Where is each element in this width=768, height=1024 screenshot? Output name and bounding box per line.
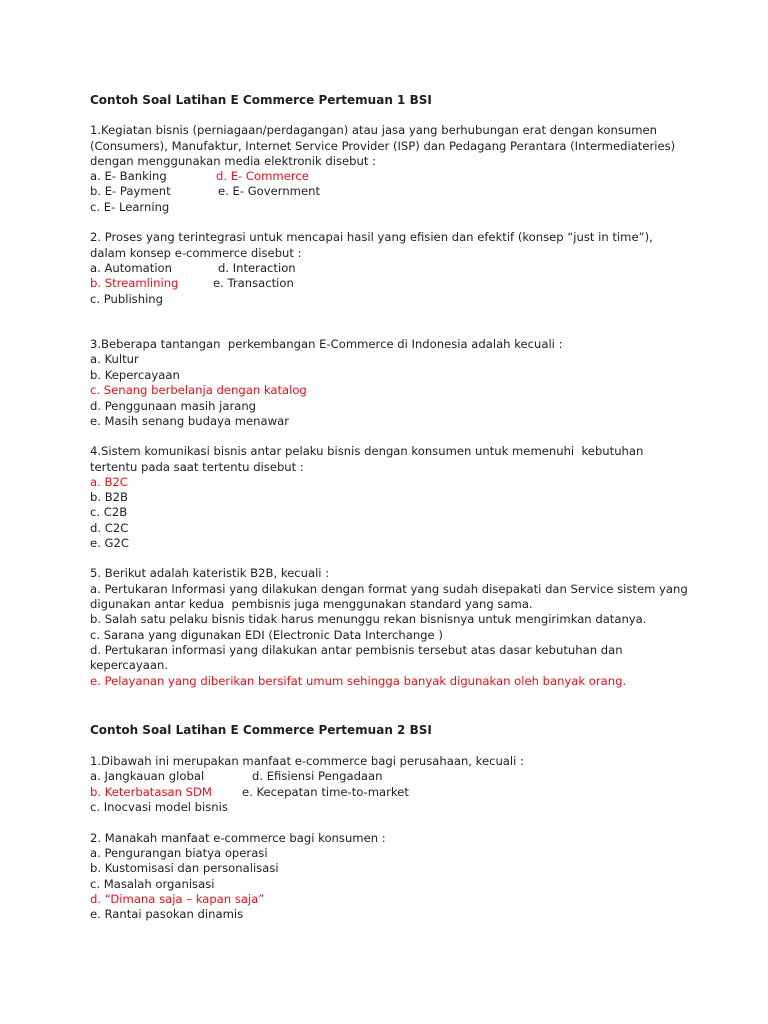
s1-q3-option-d: d. Penggunaan masih jarang	[90, 398, 257, 413]
s1-q2-text-1: 2. Proses yang terintegrasi untuk mencapai hasil yang efisien dan efektif (konsep “just in time”),	[90, 230, 653, 244]
s1-q4-text-1: 4.Sistem komunikasi bisnis antar pelaku bisnis dengan konsumen untuk memenuhi kebutuhan	[90, 444, 644, 458]
s1-q5-option-b: b. Salah satu pelaku bisnis tidak harus menunggu rekan bisnisnya untuk mengirimkan datanya.	[90, 612, 647, 626]
s2-q2-text-1: 2. Manakah manfaat e-commerce bagi konsumen :	[90, 830, 386, 845]
s1-q3-option-e: e. Masih senang budaya menawar	[90, 414, 289, 428]
s1-q4-text-2: tertentu pada saat tertentu disebut :	[90, 459, 304, 474]
s1-q3-option-c-answer: c. Senang berbelanja dengan katalog	[90, 383, 307, 397]
s1-q3-text-1: 3.Beberapa tantangan perkembangan E-Commerce di Indonesia adalah kecuali :	[90, 337, 563, 351]
s1-q2-option-e: e. Transaction	[213, 276, 294, 290]
s1-q1-text-3: dengan menggunakan media elektronik disebut :	[90, 154, 376, 168]
s1-q2-option-a: a. Automation	[90, 261, 172, 275]
s1-q1-text-2: (Consumers), Manufaktur, Internet Service Provider (ISP) dan Pedagang Perantara (Intermediateries)	[90, 138, 676, 153]
s1-q1-option-a: a. E- Banking	[90, 169, 167, 183]
s1-q2-option-b-answer: b. Streamlining	[90, 276, 179, 290]
s2-q1-option-b-answer: b. Keterbatasan SDM	[90, 785, 212, 799]
s2-q1-option-d: d. Efisiensi Pengadaan	[252, 769, 383, 783]
s1-q1-option-d-answer: d. E- Commerce	[216, 169, 309, 183]
s1-q3-option-a: a. Kultur	[90, 352, 139, 366]
s1-q4-option-d: d. C2C	[90, 520, 129, 535]
s1-q4-option-b: b. B2B	[90, 490, 129, 504]
s1-q5-option-c: c. Sarana yang digunakan EDI (Electronic Data Interchange )	[90, 627, 443, 642]
s2-q2-option-d-answer: d. “Dimana saja – kapan saja”	[90, 892, 265, 906]
s1-q2-option-d: d. Interaction	[218, 261, 296, 275]
s1-q4-option-e: e. G2C	[90, 536, 129, 550]
s1-q4-option-c: c. C2B	[90, 505, 128, 519]
s2-q2-option-b: b. Kustomisasi dan personalisasi	[90, 861, 279, 875]
s1-q1-option-b: b. E- Payment	[90, 184, 171, 198]
s1-q5-option-d-1: d. Pertukaran informasi yang dilakukan antar pembisnis tersebut atas dasar kebutuhan dan	[90, 643, 623, 657]
s1-q1-text-1: 1.Kegiatan bisnis (perniagaan/perdagangan) atau jasa yang berhubungan erat dengan konsumen	[90, 123, 658, 137]
s1-q5-option-e-answer: e. Pelayanan yang diberikan bersifat umum sehingga banyak digunakan oleh banyak orang.	[90, 673, 627, 688]
section-1-title: Contoh Soal Latihan E Commerce Pertemuan 1 BSI	[90, 93, 432, 107]
s1-q4-option-a-answer: a. B2C	[90, 474, 128, 489]
s1-q1-option-c: c. E- Learning	[90, 200, 170, 214]
s2-q1-option-e: e. Kecepatan time-to-market	[242, 785, 409, 799]
s1-q2-option-c: c. Publishing	[90, 291, 163, 306]
s2-q1-option-c: c. Inocvasi model bisnis	[90, 800, 228, 814]
s1-q5-option-a-2: digunakan antar kedua pembisnis juga menggunakan standard yang sama.	[90, 597, 533, 611]
s2-q2-option-c: c. Masalah organisasi	[90, 876, 215, 891]
section-2-title: Contoh Soal Latihan E Commerce Pertemuan 2 BSI	[90, 723, 432, 737]
s2-q2-option-a: a. Pengurangan biatya operasi	[90, 846, 268, 860]
s1-q2-text-2: dalam konsep e-commerce disebut :	[90, 245, 302, 260]
s2-q1-option-a: a. Jangkauan global	[90, 769, 205, 783]
s1-q5-option-a-1: a. Pertukaran Informasi yang dilakukan dengan format yang sudah disepakati dan Service sistem yang	[90, 581, 688, 596]
s2-q2-option-e: e. Rantai pasokan dinamis	[90, 907, 244, 921]
s1-q3-option-b: b. Kepercayaan	[90, 367, 180, 382]
s1-q5-text-1: 5. Berikut adalah kateristik B2B, kecuali :	[90, 566, 330, 580]
s2-q1-text-1: 1.Dibawah ini merupakan manfaat e-commerce bagi perusahaan, kecuali :	[90, 754, 524, 768]
s1-q5-option-d-2: kepercayaan.	[90, 658, 169, 672]
s1-q1-option-e: e. E- Government	[218, 184, 320, 198]
